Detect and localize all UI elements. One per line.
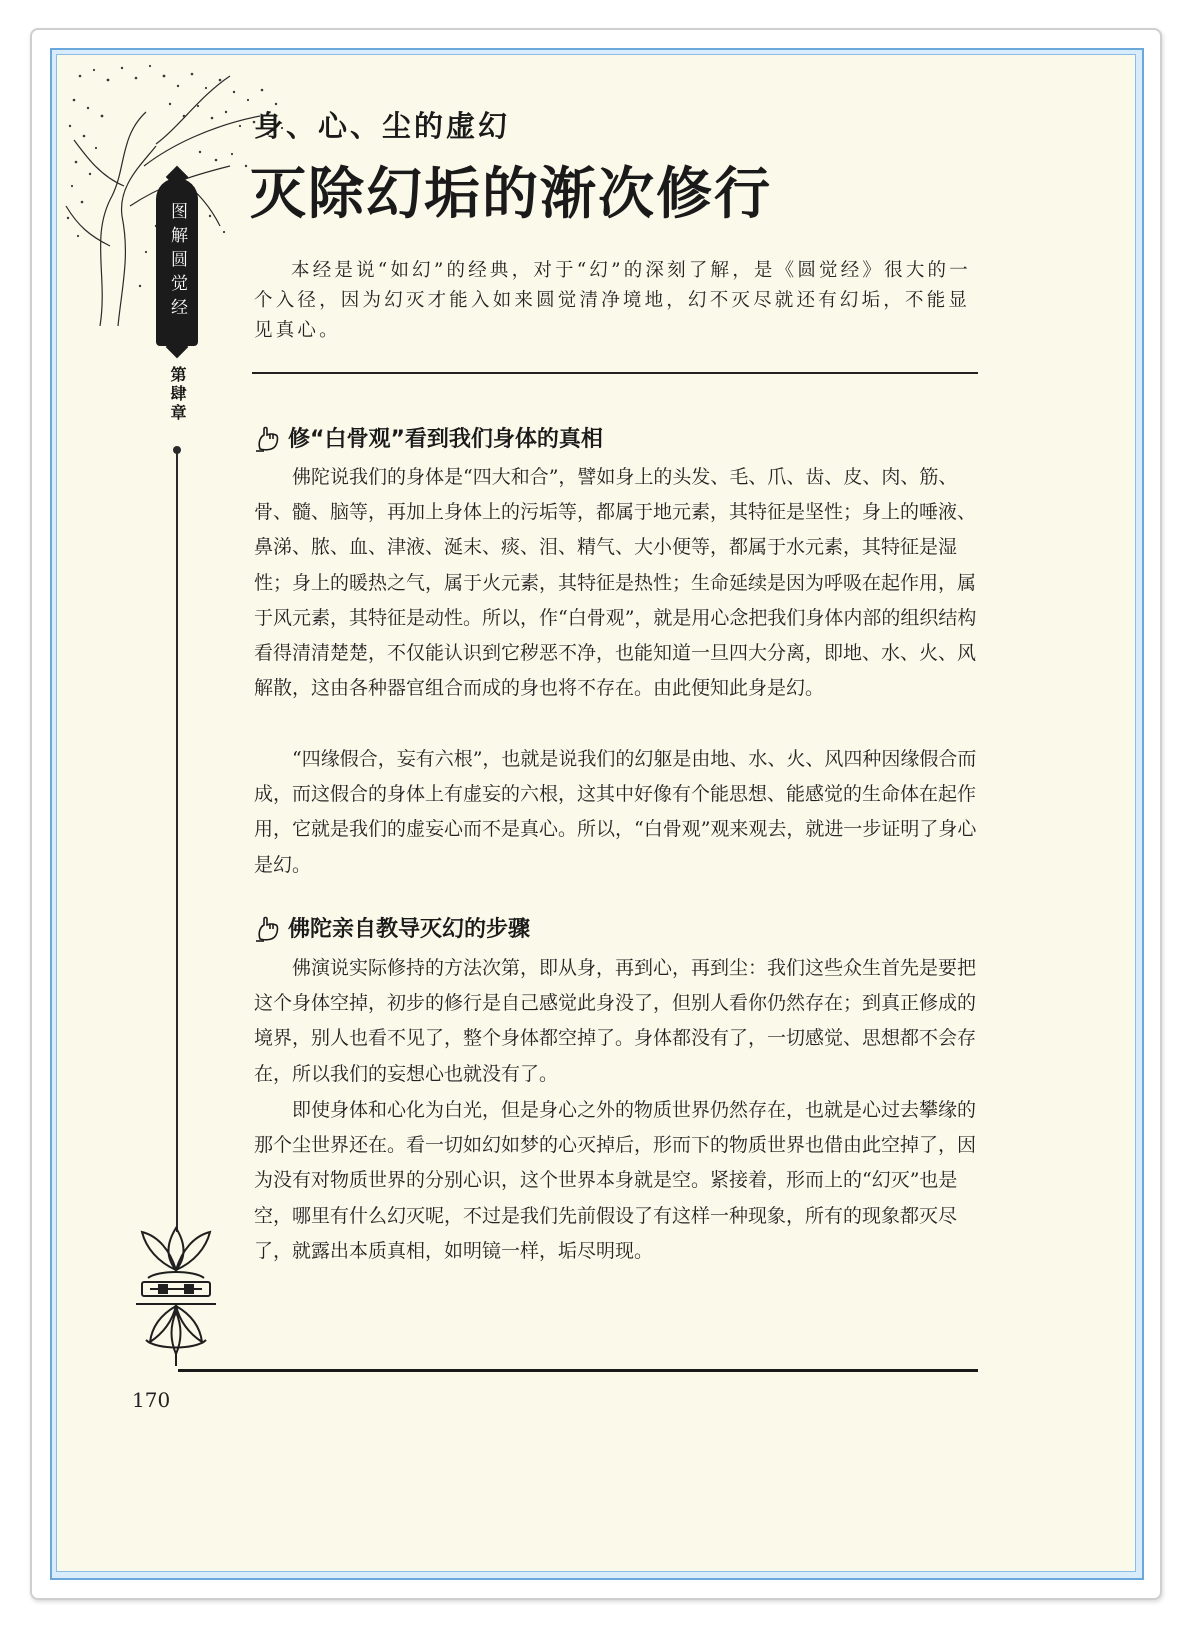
section-heading [254,912,530,943]
footer-divider [178,1369,978,1372]
page-number: 170 [132,1388,171,1412]
intro-paragraph: 本经是说“如幻”的经典，对于“幻”的深刻了解，是《圆觉经》很大的一个入径，因为幻灭才能入如来圆觉清净境地，幻不灭尽就还有幻垢，不能显见真心。 [254,260,971,341]
pointing-hand-icon [254,913,284,943]
body-paragraph: 佛陀说我们的身体是“四大和合”，譬如身上的头发、毛、爪、齿、皮、肉、筋、骨、髓、脑等，再加上身体上的污垢等，都属于地元素，其特征是坚性；身上的唾液、鼻涕、脓、血、津液、涎末、痰、泪、精气、大小便等，都属于水元素，其特征是湿性；身上的暖热之气，属于火元素，其特征是热性；生命延续是因为呼吸在起作用，属于风元素，其特征是动性。所以，作“白骨观”，就是用心念把我们身体内部的组织结构看得清清楚楚，不仅能认识到它秽恶不净，也能知道一旦四大分离，即地、水、火、风解散，这由各种器官组合而成的身也将不存在。由此便知此身是幻。 [254,466,977,700]
chapter-label: 第肆章 [168,366,187,423]
body-paragraph: 即使身体和心化为白光，但是身心之外的物质世界仍然存在，也就是心过去攀缘的那个尘世界还在。看一切如幻如梦的心灭掉后，形而下的物质世界也借由此空掉了，因为没有对物质世界的分别心识，这个世界本身就是空。紧接着，形而上的“幻灭”也是空，哪里有什么幻灭呢，不过是我们先前假设了有这样一种现象，所有的现象都灭尽了，就露出本质真相，如明镜一样，垢尽明现。 [254,1099,977,1262]
book-title-vertical: 图解圆觉经 [167,202,187,322]
lotus-ornament [128,1222,224,1367]
section-heading-text: 修“白骨观”看到我们身体的真相 [288,427,603,452]
side-tab-dark-block [156,178,198,346]
section-heading-text: 佛陀亲自教导灭幻的步骤 [288,917,531,942]
chapter-side-tab [156,178,198,436]
section-heading [254,422,603,453]
body-paragraph: “四缘假合，妄有六根”，也就是说我们的幻躯是由地、水、火、风四种因缘假合而成，而这假合的身体上有虚妄的六根，这其中好像有个能思想、能感觉的生命体在起作用，它就是我们的虚妄心而不是真心。所以，“白骨观”观来观去，就进一步证明了身心是幻。 [254,748,977,876]
side-vertical-rule [176,452,178,1232]
pointing-hand-icon [254,423,284,453]
body-paragraph: 佛演说实际修持的方法次第，即从身，再到心，再到尘：我们这些众生首先是要把这个身体空掉，初步的修行是自己感觉此身没了，但别人看你仍然存在；到真正修成的境界，别人也看不见了，整个身体都空掉了。身体都没有了，一切感觉、思想都不会存在，所以我们的妄想心也就没有了。 [254,957,977,1085]
page-title: 灭除幻垢的渐次修行 [250,162,772,227]
intro-divider [252,372,978,374]
page-subtitle: 身、心、尘的虚幻 [254,109,511,143]
